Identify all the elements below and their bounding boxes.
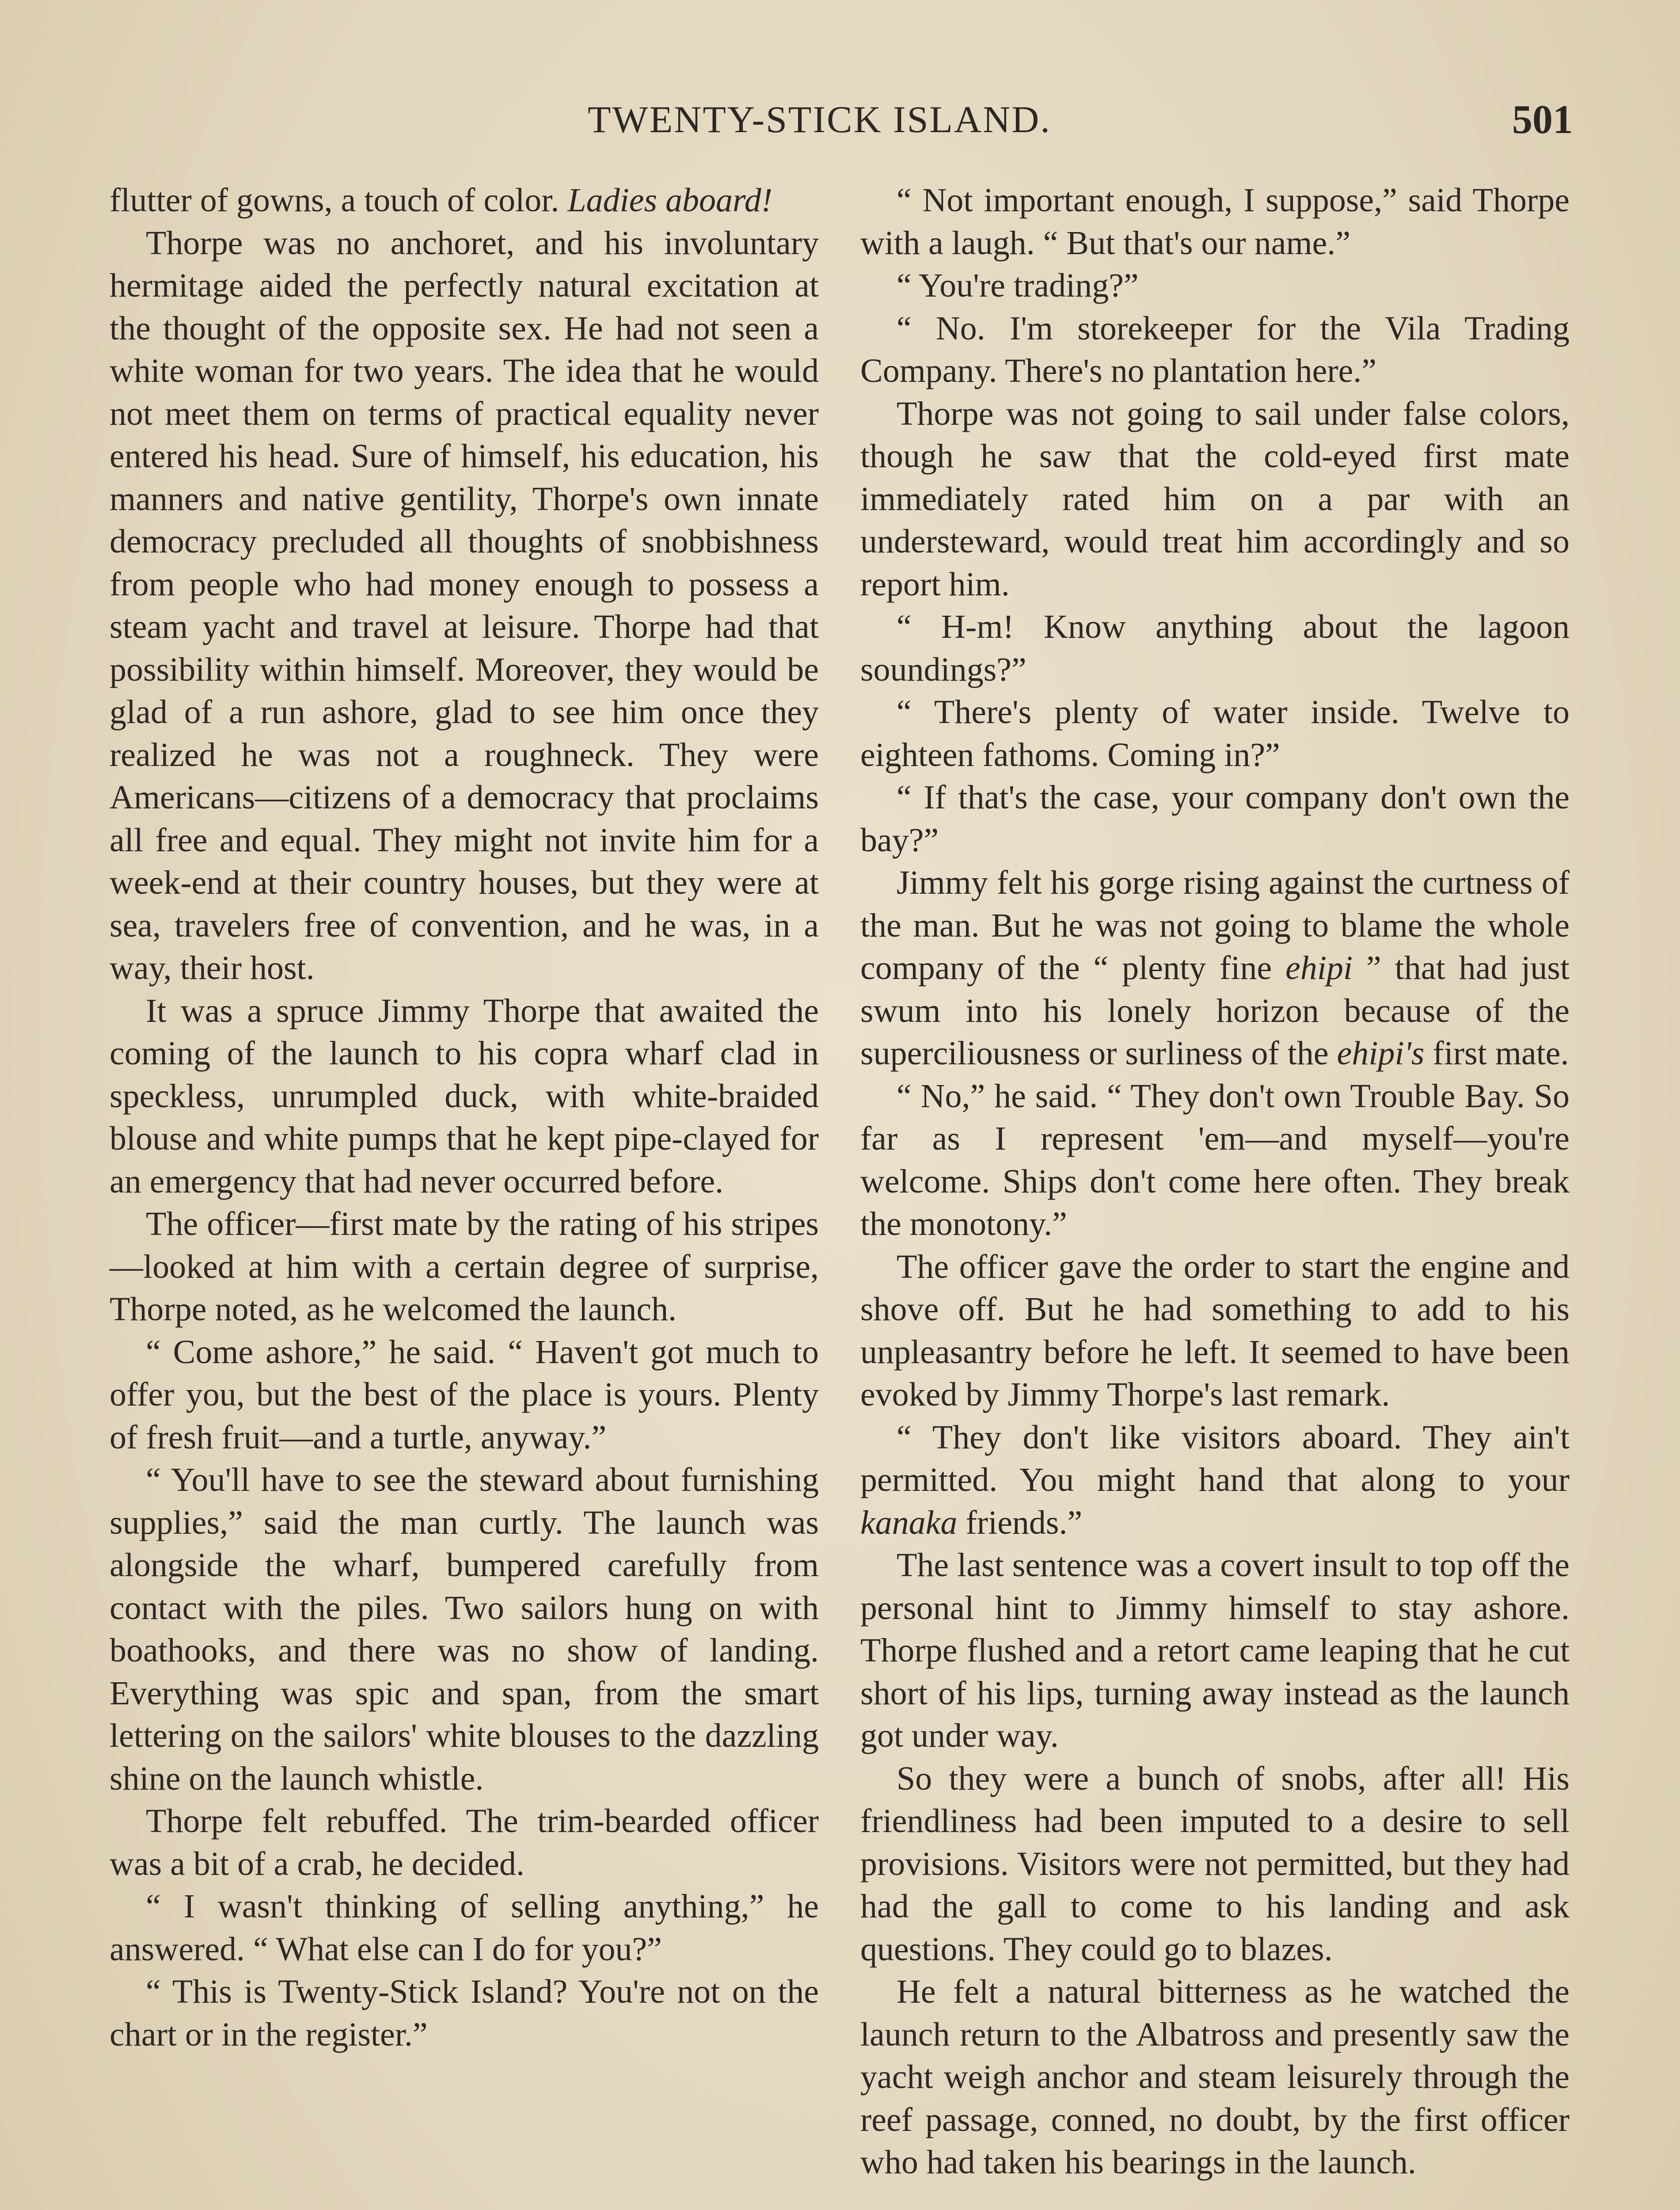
paragraph [860,1246,1570,1416]
paragraph [110,990,819,1203]
paragraph-text: “ No. I'm storekeeper for the Vila Trading Company. There's no plantation here.” [860,309,1570,389]
italic-text: kanaka [860,1504,958,1541]
paragraph-text: “ You're trading?” [897,267,1139,304]
paragraph [110,179,819,222]
paragraph-text: “ Not important enough, I suppose,” said Thorpe with a laugh. “ But that's our name.” [860,182,1570,262]
paragraph [860,1075,1570,1246]
page-header [588,95,1573,144]
paragraph [860,776,1570,861]
paragraph-text: “ Come ashore,” he said. “ Haven't got much to offer you, but the best of the place is yours. Plenty of fresh fruit—and a turtle, anyway.” [110,1333,819,1456]
paragraph-text: Thorpe was not going to sail under false colors, though he saw that the cold-eyed first mate immediately rated him on a par with an understeward, would treat him accordingly and so report him. [860,395,1570,603]
paragraph-text: The last sentence was a covert insult to top off the personal hint to Jimmy himself to stay ashore. Thorpe flushed and a retort came leaping that he cut short of his lips, turning away instead as the launch got under way. [860,1547,1570,1754]
paragraph [110,1885,819,1970]
paragraph [110,1203,819,1331]
paragraph-text: The officer—first mate by the rating of his stripes—looked at him with a certain degree of surprise, Thorpe noted, as he welcomed the launch. [110,1205,819,1328]
paragraph-text: “ This is Twenty-Stick Island? You're not on the chart or in the register.” [110,1973,819,2053]
paragraph [860,861,1570,1075]
paragraph-text: flutter of gowns, a touch of color. [110,182,568,219]
paragraph-text: “ I wasn't thinking of selling anything,” he answered. “ What else can I do for you?” [110,1888,819,1968]
running-title: TWENTY-STICK ISLAND. [588,98,1051,141]
paragraph [110,1331,819,1459]
paragraph-text: Thorpe was no anchoret, and his involuntary hermitage aided the perfectly natural excitation at the thought of the opposite sex. He had not seen a white woman for two years. The idea that he would not meet them on terms of practical equality never entered his head. Sure of himself, his education, his manners and native gentility, Thorpe's own innate democracy precluded all thoughts of snobbishness from people who had money enough to possess a steam yacht and travel at leisure. Thorpe had that possibility within himself. Moreover, they would be glad of a run ashore, glad to see him once they realized he was not a roughneck. They were Americans—citizens of a democracy that proclaims all free and equal. They might not invite him for a week-end at their country houses, but they were at sea, travelers free of convention, and he was, in a way, their host. [110,224,819,987]
paragraph-text: Jimmy felt his gorge rising against the curtness of the man. But he was not going to blame the whole company of the “ plenty fine [860,864,1570,987]
paragraph-text: “ There's plenty of water inside. Twelve to eighteen fathoms. Coming in?” [860,693,1570,774]
left-text-column [110,179,819,2056]
paragraph [860,1416,1570,1544]
paragraph-text: The officer gave the order to start the engine and shove off. But he had something to add to his unpleasantry before he left. It seemed to have been evoked by Jimmy Thorpe's last remark. [860,1248,1570,1413]
paragraph [860,606,1570,691]
page-number: 501 [1512,97,1573,142]
paragraph [860,264,1570,307]
italic-text: Ladies aboard! [567,182,773,219]
italic-text: ehipi's [1337,1035,1425,1072]
paragraph [110,1970,819,2056]
paragraph [860,691,1570,776]
paragraph [860,1544,1570,1757]
paragraph-text: friends.” [957,1504,1083,1541]
paragraph-text: Thorpe felt rebuffed. The trim-bearded officer was a bit of a crab, he decided. [110,1802,819,1882]
paragraph-text: ” that had just swum into his lonely horizon because of the superciliousness or surliness of the [860,949,1570,1072]
paragraph-text: He felt a natural bitterness as he watched the launch return to the Albatross and presently saw the yacht weigh anchor and steam leisurely through the reef passage, conned, no doubt, by the first officer who had taken his bearings in the launch. [860,1973,1570,2181]
paragraph-text: first mate. [1424,1035,1569,1072]
paragraph-text: It was a spruce Jimmy Thorpe that awaited the coming of the launch to his copra wharf clad in speckless, unrumpled duck, with white-braided blouse and white pumps that he kept pipe-clayed for an emergency that had never occurred before. [110,992,819,1200]
paragraph-text: “ H-m! Know anything about the lagoon soundings?” [860,608,1570,688]
right-text-column [860,179,1570,2184]
paragraph [860,1970,1570,2184]
italic-text: ehipi [1285,949,1353,987]
paragraph [860,307,1570,392]
paragraph-text: “ If that's the case, your company don't own the bay?” [860,779,1570,859]
paragraph-text: “ You'll have to see the steward about furnishing supplies,” said the man curtly. The launch was alongside the wharf, bumpered carefully from contact with the piles. Two sailors hung on with boathooks, and there was no show of landing. Everything was spic and span, from the smart lettering on the sailors' white blouses to the dazzling shine on the launch whistle. [110,1461,819,1797]
paragraph-text: “ They don't like visitors aboard. They ain't permitted. You might hand that along to your [860,1418,1570,1498]
paragraph [110,1459,819,1800]
paragraph [110,1800,819,1885]
paragraph [860,392,1570,606]
paragraph-text: “ No,” he said. “ They don't own Trouble Bay. So far as I represent 'em—and myself—you're welcome. Ships don't come here often. They break the monotony.” [860,1077,1570,1242]
paragraph [860,179,1570,264]
paragraph-text: So they were a bunch of snobs, after all! His friendliness had been imputed to a desire to sell provisions. Visitors were not permitted, but they had had the gall to come to his landing and ask questions. They could go to blazes. [860,1760,1570,1968]
paragraph [860,1757,1570,1971]
paragraph [110,222,819,990]
